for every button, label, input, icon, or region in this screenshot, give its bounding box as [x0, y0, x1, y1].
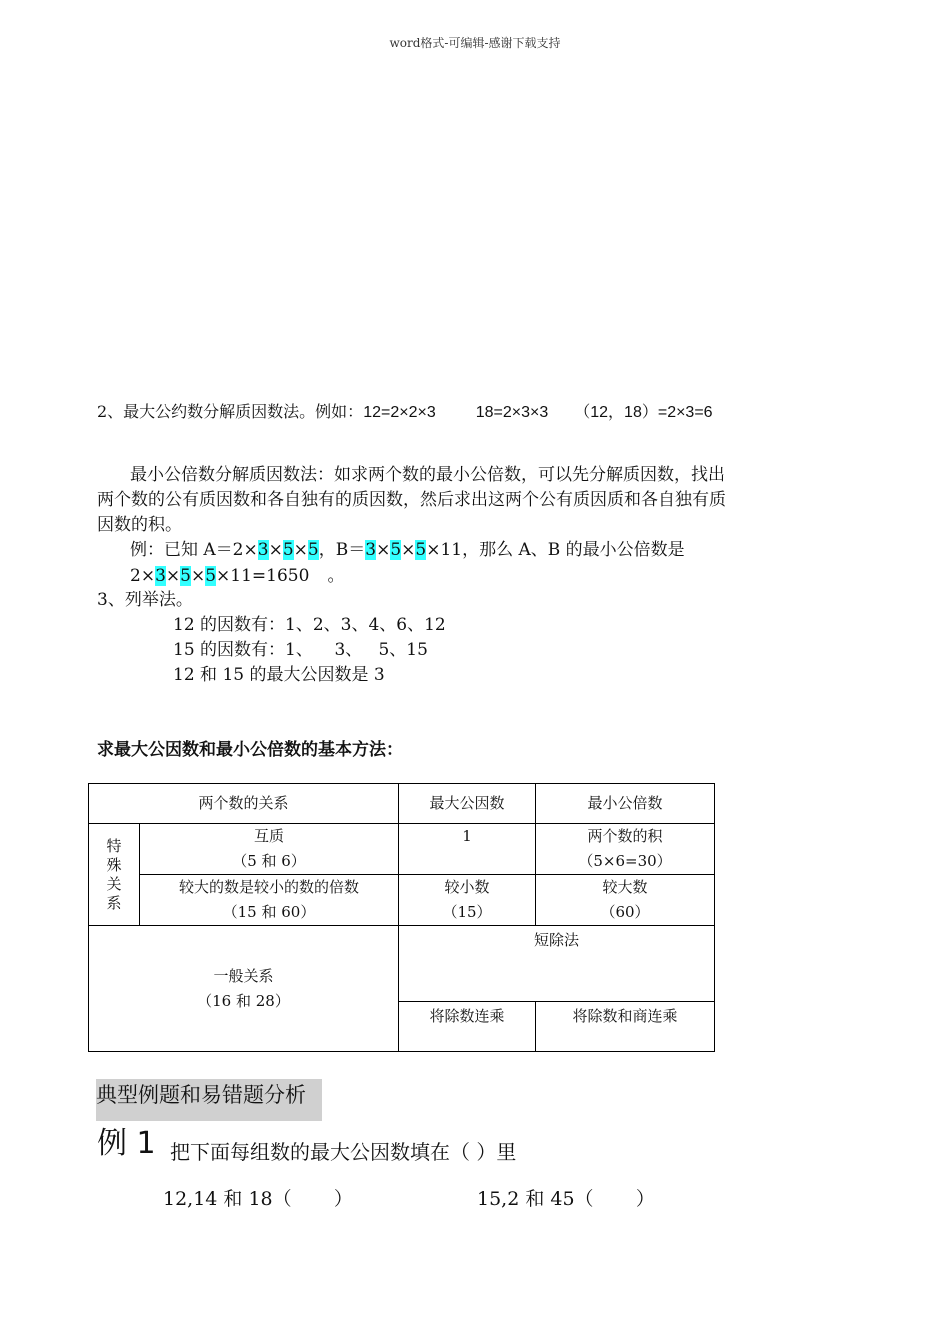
- method3-line3: 12 和 15 的最大公因数是 3: [173, 665, 385, 685]
- short-division-label: 短除法: [533, 931, 579, 949]
- lcm-example-line1: [130, 535, 685, 560]
- method2-example-12: 12=2×2×3: [363, 404, 436, 421]
- general-gcd: 将除数连乘: [429, 1007, 505, 1025]
- general-example: （16 和 28）: [197, 991, 290, 1010]
- highlight-factor: 5: [415, 540, 427, 560]
- method2-lead: 2、最大公约数分解质因数法。例如：: [97, 402, 364, 421]
- multiple-label: 较大的数是较小的数的倍数: [178, 878, 359, 896]
- text: 。: [327, 566, 345, 586]
- multiple-gcd-example: （15）: [442, 903, 492, 921]
- text: ×: [190, 566, 206, 586]
- multiple-gcd-cell: [399, 875, 536, 926]
- multiple-example: （15 和 60）: [222, 903, 316, 921]
- label-char: 特: [106, 836, 122, 855]
- text: ×: [293, 540, 308, 560]
- lcm-paragraph-line2: 两个数的公有质因数和各自独有的质因数，然后求出这两个公有质因质和各自独有质: [97, 490, 726, 510]
- text: 2×: [130, 566, 156, 586]
- highlight-factor: 3: [257, 540, 269, 560]
- method2-example-18: 18=2×3×3: [475, 404, 549, 421]
- multiple-gcd: 较小数: [444, 878, 490, 896]
- coprime-relation-cell: [140, 824, 399, 875]
- header-lcm: 最小公倍数: [536, 784, 715, 824]
- coprime-gcd-cell: [399, 824, 536, 875]
- example1-item2: 15,2 和 45（ ）: [477, 1188, 655, 1210]
- text: ×: [165, 566, 181, 586]
- coprime-gcd: 1: [462, 827, 472, 845]
- method3-lead: 3、列举法。: [97, 590, 193, 610]
- text: ×11，那么 A、B 的最小公倍数是: [426, 540, 685, 560]
- highlight-factor: 3: [155, 566, 166, 586]
- text: 例：已知 A＝2×: [130, 540, 258, 560]
- example1-prompt: 把下面每组数的最大公因数填在（ ）里: [170, 1140, 517, 1164]
- lcm-paragraph-line3: 因数的积。: [97, 515, 182, 535]
- lcm-paragraph-line1: 最小公倍数分解质因数法：如求两个数的最小公倍数，可以先分解质因数，找出: [130, 465, 725, 485]
- header-relation: 两个数的关系: [89, 784, 399, 824]
- general-gcd-cell: [399, 1002, 536, 1052]
- general-relation-cell: [89, 926, 399, 1052]
- text: ×: [401, 540, 416, 560]
- multiple-lcm: 较大数: [602, 878, 648, 896]
- special-relation-label: [89, 824, 140, 926]
- highlight-factor: 5: [307, 540, 319, 560]
- highlight-factor: 5: [205, 566, 217, 586]
- short-division-cell: [399, 926, 715, 1002]
- highlight-factor: 3: [365, 540, 377, 560]
- section-title: 典型例题和易错题分析: [96, 1079, 322, 1121]
- coprime-example: （5 和 6）: [232, 852, 306, 870]
- method3-line1: 12 的因数有：1、2、3、4、6、12: [173, 615, 446, 635]
- example1-item1: 12,14 和 18（ ）: [163, 1188, 353, 1210]
- method3-line2: 15 的因数有：1、 3、 5、15: [173, 640, 428, 660]
- coprime-label: 互质: [253, 827, 284, 845]
- highlight-factor: 5: [282, 540, 294, 560]
- text: ×: [268, 540, 283, 560]
- example1-label: 例 1: [97, 1126, 156, 1161]
- label-char: 关: [106, 874, 122, 893]
- highlight-factor: 5: [180, 566, 191, 586]
- text: ，B＝: [318, 540, 366, 560]
- table-title: 求最大公因数和最小公倍数的基本方法：: [97, 740, 403, 760]
- general-lcm-cell: [536, 1002, 715, 1052]
- highlight-factor: 5: [390, 540, 402, 560]
- label-char: 系: [106, 893, 122, 912]
- method2-line: [97, 399, 713, 422]
- multiple-relation-cell: [140, 875, 399, 926]
- header-gcd: 最大公因数: [399, 784, 536, 824]
- methods-table: [88, 783, 715, 1052]
- label-char: 殊: [106, 855, 122, 874]
- multiple-lcm-cell: [536, 875, 715, 926]
- multiple-lcm-example: （60）: [600, 903, 650, 921]
- coprime-lcm-example: （5×6=30）: [578, 852, 672, 870]
- method2-result: （12，18）=2×3=6: [574, 404, 713, 421]
- coprime-lcm-cell: [536, 824, 715, 875]
- general-lcm: 将除数和商连乘: [572, 1007, 678, 1025]
- general-label: 一般关系: [213, 966, 274, 985]
- text: ×11=1650: [216, 566, 310, 586]
- lcm-example-line2: [130, 561, 344, 586]
- coprime-lcm: 两个数的积: [587, 827, 663, 845]
- page-header: word格式-可编辑-感谢下载支持: [389, 36, 561, 50]
- text: ×: [376, 540, 391, 560]
